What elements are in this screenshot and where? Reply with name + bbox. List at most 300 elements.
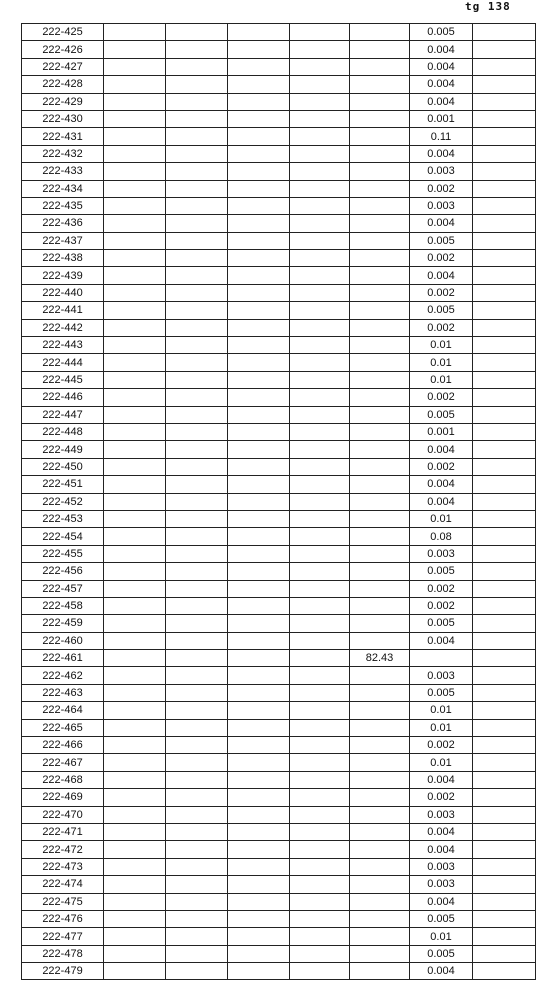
value-cell-6: 0.01	[410, 371, 473, 388]
value-cell-6: 0.005	[410, 406, 473, 423]
empty-cell	[473, 510, 536, 527]
empty-cell	[104, 893, 166, 910]
empty-cell	[166, 963, 228, 980]
empty-cell	[473, 702, 536, 719]
empty-cell	[290, 545, 350, 562]
empty-cell	[290, 858, 350, 875]
empty-cell	[290, 789, 350, 806]
row-id-cell: 222-449	[22, 441, 104, 458]
value-cell-5	[350, 702, 410, 719]
value-cell-5	[350, 163, 410, 180]
empty-cell	[228, 650, 290, 667]
empty-cell	[228, 197, 290, 214]
value-cell-5	[350, 580, 410, 597]
row-id-cell: 222-425	[22, 24, 104, 41]
empty-cell	[290, 163, 350, 180]
value-cell-6: 0.004	[410, 267, 473, 284]
empty-cell	[228, 667, 290, 684]
value-cell-5	[350, 76, 410, 93]
empty-cell	[166, 910, 228, 927]
empty-cell	[290, 354, 350, 371]
empty-cell	[290, 302, 350, 319]
empty-cell	[290, 771, 350, 788]
empty-cell	[104, 945, 166, 962]
table-row	[22, 719, 536, 736]
value-cell-6: 0.08	[410, 528, 473, 545]
empty-cell	[473, 458, 536, 475]
empty-cell	[166, 493, 228, 510]
empty-cell	[166, 58, 228, 75]
empty-cell	[473, 128, 536, 145]
table-row	[22, 928, 536, 945]
empty-cell	[290, 319, 350, 336]
table-row	[22, 406, 536, 423]
empty-cell	[290, 510, 350, 527]
empty-cell	[166, 423, 228, 440]
value-cell-6: 0.002	[410, 597, 473, 614]
empty-cell	[473, 615, 536, 632]
empty-cell	[290, 928, 350, 945]
value-cell-6: 0.004	[410, 476, 473, 493]
empty-cell	[166, 41, 228, 58]
empty-cell	[290, 893, 350, 910]
table-row	[22, 180, 536, 197]
empty-cell	[166, 250, 228, 267]
empty-cell	[166, 806, 228, 823]
empty-cell	[104, 754, 166, 771]
empty-cell	[290, 41, 350, 58]
empty-cell	[166, 110, 228, 127]
row-id-cell: 222-453	[22, 510, 104, 527]
empty-cell	[104, 250, 166, 267]
table-row	[22, 250, 536, 267]
empty-cell	[104, 389, 166, 406]
table-row	[22, 563, 536, 580]
table-row	[22, 910, 536, 927]
value-cell-6: 0.003	[410, 197, 473, 214]
empty-cell	[228, 841, 290, 858]
empty-cell	[104, 284, 166, 301]
empty-cell	[473, 319, 536, 336]
empty-cell	[290, 615, 350, 632]
empty-cell	[290, 180, 350, 197]
empty-cell	[290, 267, 350, 284]
empty-cell	[290, 963, 350, 980]
table-row	[22, 58, 536, 75]
table-row	[22, 319, 536, 336]
table-row	[22, 667, 536, 684]
table-row	[22, 841, 536, 858]
value-cell-6: 0.004	[410, 771, 473, 788]
table-row	[22, 789, 536, 806]
row-id-cell: 222-456	[22, 563, 104, 580]
empty-cell	[290, 528, 350, 545]
empty-cell	[104, 928, 166, 945]
empty-cell	[104, 597, 166, 614]
row-id-cell: 222-474	[22, 876, 104, 893]
empty-cell	[473, 76, 536, 93]
empty-cell	[228, 128, 290, 145]
empty-cell	[166, 823, 228, 840]
empty-cell	[166, 476, 228, 493]
empty-cell	[228, 110, 290, 127]
row-id-cell: 222-436	[22, 215, 104, 232]
row-id-cell: 222-429	[22, 93, 104, 110]
empty-cell	[473, 389, 536, 406]
empty-cell	[166, 789, 228, 806]
table-row	[22, 702, 536, 719]
value-cell-6: 0.003	[410, 545, 473, 562]
value-cell-5	[350, 41, 410, 58]
empty-cell	[228, 458, 290, 475]
empty-cell	[228, 337, 290, 354]
table-row	[22, 302, 536, 319]
value-cell-6: 0.002	[410, 319, 473, 336]
value-cell-5	[350, 510, 410, 527]
row-id-cell: 222-441	[22, 302, 104, 319]
empty-cell	[290, 128, 350, 145]
table-row	[22, 806, 536, 823]
empty-cell	[166, 667, 228, 684]
empty-cell	[473, 771, 536, 788]
empty-cell	[104, 876, 166, 893]
empty-cell	[228, 684, 290, 701]
empty-cell	[166, 928, 228, 945]
empty-cell	[473, 302, 536, 319]
empty-cell	[228, 406, 290, 423]
empty-cell	[166, 163, 228, 180]
table-row	[22, 110, 536, 127]
empty-cell	[473, 841, 536, 858]
value-cell-6: 0.005	[410, 945, 473, 962]
value-cell-6: 0.01	[410, 754, 473, 771]
table-row	[22, 197, 536, 214]
empty-cell	[228, 58, 290, 75]
table-row	[22, 632, 536, 649]
empty-cell	[473, 667, 536, 684]
empty-cell	[104, 580, 166, 597]
value-cell-5	[350, 423, 410, 440]
value-cell-6: 0.004	[410, 76, 473, 93]
empty-cell	[290, 945, 350, 962]
empty-cell	[104, 267, 166, 284]
empty-cell	[228, 215, 290, 232]
empty-cell	[166, 771, 228, 788]
empty-cell	[104, 737, 166, 754]
table-row	[22, 945, 536, 962]
empty-cell	[228, 702, 290, 719]
empty-cell	[290, 823, 350, 840]
empty-cell	[290, 284, 350, 301]
empty-cell	[473, 789, 536, 806]
empty-cell	[228, 267, 290, 284]
value-cell-5	[350, 371, 410, 388]
value-cell-5	[350, 302, 410, 319]
empty-cell	[473, 963, 536, 980]
row-id-cell: 222-439	[22, 267, 104, 284]
empty-cell	[166, 841, 228, 858]
row-id-cell: 222-465	[22, 719, 104, 736]
empty-cell	[104, 806, 166, 823]
value-cell-5	[350, 841, 410, 858]
row-id-cell: 222-448	[22, 423, 104, 440]
empty-cell	[166, 406, 228, 423]
value-cell-5	[350, 93, 410, 110]
empty-cell	[166, 893, 228, 910]
value-cell-6: 0.002	[410, 580, 473, 597]
empty-cell	[104, 563, 166, 580]
empty-cell	[166, 24, 228, 41]
value-cell-5	[350, 128, 410, 145]
empty-cell	[228, 41, 290, 58]
empty-cell	[228, 945, 290, 962]
row-id-cell: 222-440	[22, 284, 104, 301]
value-cell-6: 0.01	[410, 928, 473, 945]
value-cell-5	[350, 597, 410, 614]
empty-cell	[290, 580, 350, 597]
value-cell-5	[350, 458, 410, 475]
row-id-cell: 222-459	[22, 615, 104, 632]
value-cell-6: 0.005	[410, 910, 473, 927]
value-cell-5	[350, 632, 410, 649]
empty-cell	[290, 476, 350, 493]
value-cell-6: 0.004	[410, 93, 473, 110]
value-cell-5	[350, 928, 410, 945]
empty-cell	[104, 215, 166, 232]
empty-cell	[228, 232, 290, 249]
empty-cell	[166, 563, 228, 580]
empty-cell	[473, 371, 536, 388]
empty-cell	[166, 180, 228, 197]
row-id-cell: 222-470	[22, 806, 104, 823]
value-cell-6: 0.004	[410, 632, 473, 649]
empty-cell	[473, 563, 536, 580]
empty-cell	[228, 371, 290, 388]
empty-cell	[473, 215, 536, 232]
row-id-cell: 222-460	[22, 632, 104, 649]
empty-cell	[104, 771, 166, 788]
row-id-cell: 222-477	[22, 928, 104, 945]
table-row	[22, 458, 536, 475]
empty-cell	[104, 667, 166, 684]
value-cell-6: 0.002	[410, 284, 473, 301]
table-row	[22, 493, 536, 510]
empty-cell	[473, 24, 536, 41]
empty-cell	[228, 284, 290, 301]
empty-cell	[473, 580, 536, 597]
empty-cell	[228, 545, 290, 562]
value-cell-6: 0.005	[410, 24, 473, 41]
empty-cell	[228, 180, 290, 197]
empty-cell	[290, 910, 350, 927]
empty-cell	[473, 476, 536, 493]
empty-cell	[166, 702, 228, 719]
value-cell-6: 0.11	[410, 128, 473, 145]
empty-cell	[290, 76, 350, 93]
empty-cell	[166, 337, 228, 354]
empty-cell	[104, 232, 166, 249]
empty-cell	[290, 58, 350, 75]
empty-cell	[166, 719, 228, 736]
empty-cell	[166, 458, 228, 475]
row-id-cell: 222-458	[22, 597, 104, 614]
table-row	[22, 145, 536, 162]
empty-cell	[290, 389, 350, 406]
empty-cell	[228, 493, 290, 510]
empty-cell	[473, 197, 536, 214]
row-id-cell: 222-438	[22, 250, 104, 267]
row-id-cell: 222-476	[22, 910, 104, 927]
empty-cell	[228, 319, 290, 336]
empty-cell	[104, 41, 166, 58]
empty-cell	[228, 580, 290, 597]
row-id-cell: 222-442	[22, 319, 104, 336]
empty-cell	[290, 702, 350, 719]
value-cell-6: 0.002	[410, 458, 473, 475]
empty-cell	[104, 476, 166, 493]
empty-cell	[290, 197, 350, 214]
empty-cell	[228, 771, 290, 788]
value-cell-5	[350, 737, 410, 754]
empty-cell	[228, 719, 290, 736]
value-cell-5	[350, 963, 410, 980]
table-row	[22, 771, 536, 788]
row-id-cell: 222-437	[22, 232, 104, 249]
empty-cell	[228, 893, 290, 910]
empty-cell	[228, 93, 290, 110]
value-cell-6: 0.01	[410, 719, 473, 736]
empty-cell	[104, 58, 166, 75]
value-cell-5	[350, 406, 410, 423]
value-cell-6: 0.003	[410, 858, 473, 875]
value-cell-6: 0.01	[410, 510, 473, 527]
row-id-cell: 222-475	[22, 893, 104, 910]
empty-cell	[104, 510, 166, 527]
empty-cell	[473, 423, 536, 440]
empty-cell	[104, 24, 166, 41]
empty-cell	[104, 650, 166, 667]
empty-cell	[228, 632, 290, 649]
empty-cell	[166, 510, 228, 527]
empty-cell	[104, 197, 166, 214]
table-row	[22, 963, 536, 980]
empty-cell	[228, 858, 290, 875]
value-cell-6: 0.005	[410, 684, 473, 701]
table-row	[22, 754, 536, 771]
empty-cell	[104, 337, 166, 354]
value-cell-6: 0.002	[410, 250, 473, 267]
empty-cell	[166, 545, 228, 562]
value-cell-5	[350, 719, 410, 736]
value-cell-5	[350, 284, 410, 301]
value-cell-6: 0.004	[410, 493, 473, 510]
empty-cell	[166, 580, 228, 597]
empty-cell	[104, 371, 166, 388]
table-row	[22, 423, 536, 440]
row-id-cell: 222-468	[22, 771, 104, 788]
table-row	[22, 284, 536, 301]
row-id-cell: 222-457	[22, 580, 104, 597]
empty-cell	[473, 632, 536, 649]
row-id-cell: 222-433	[22, 163, 104, 180]
value-cell-5	[350, 250, 410, 267]
empty-cell	[228, 563, 290, 580]
empty-cell	[104, 110, 166, 127]
data-table	[21, 23, 536, 980]
page-number: tg 138	[465, 0, 511, 13]
row-id-cell: 222-435	[22, 197, 104, 214]
value-cell-6: 0.01	[410, 702, 473, 719]
row-id-cell: 222-430	[22, 110, 104, 127]
row-id-cell: 222-451	[22, 476, 104, 493]
empty-cell	[473, 110, 536, 127]
empty-cell	[228, 737, 290, 754]
empty-cell	[166, 319, 228, 336]
table-row	[22, 597, 536, 614]
value-cell-6: 0.004	[410, 963, 473, 980]
value-cell-5	[350, 615, 410, 632]
value-cell-5	[350, 684, 410, 701]
empty-cell	[290, 441, 350, 458]
value-cell-5	[350, 789, 410, 806]
empty-cell	[290, 24, 350, 41]
empty-cell	[228, 510, 290, 527]
empty-cell	[290, 110, 350, 127]
table-row	[22, 93, 536, 110]
empty-cell	[473, 823, 536, 840]
row-id-cell: 222-466	[22, 737, 104, 754]
empty-cell	[166, 354, 228, 371]
value-cell-5	[350, 476, 410, 493]
empty-cell	[166, 302, 228, 319]
empty-cell	[473, 93, 536, 110]
value-cell-5	[350, 389, 410, 406]
empty-cell	[290, 876, 350, 893]
table-row	[22, 371, 536, 388]
row-id-cell: 222-434	[22, 180, 104, 197]
table-row	[22, 615, 536, 632]
value-cell-6: 0.005	[410, 302, 473, 319]
empty-cell	[228, 163, 290, 180]
empty-cell	[166, 632, 228, 649]
row-id-cell: 222-447	[22, 406, 104, 423]
empty-cell	[104, 632, 166, 649]
empty-cell	[473, 354, 536, 371]
empty-cell	[290, 650, 350, 667]
table-row	[22, 650, 536, 667]
row-id-cell: 222-427	[22, 58, 104, 75]
empty-cell	[290, 493, 350, 510]
empty-cell	[104, 441, 166, 458]
value-cell-6: 0.005	[410, 232, 473, 249]
value-cell-5	[350, 754, 410, 771]
empty-cell	[290, 737, 350, 754]
row-id-cell: 222-455	[22, 545, 104, 562]
empty-cell	[290, 667, 350, 684]
value-cell-6: 0.002	[410, 180, 473, 197]
value-cell-5	[350, 354, 410, 371]
table-row	[22, 545, 536, 562]
empty-cell	[473, 41, 536, 58]
table-row	[22, 337, 536, 354]
value-cell-6: 0.005	[410, 615, 473, 632]
empty-cell	[166, 615, 228, 632]
table-row	[22, 441, 536, 458]
row-id-cell: 222-426	[22, 41, 104, 58]
table-row	[22, 580, 536, 597]
empty-cell	[290, 719, 350, 736]
empty-cell	[166, 754, 228, 771]
